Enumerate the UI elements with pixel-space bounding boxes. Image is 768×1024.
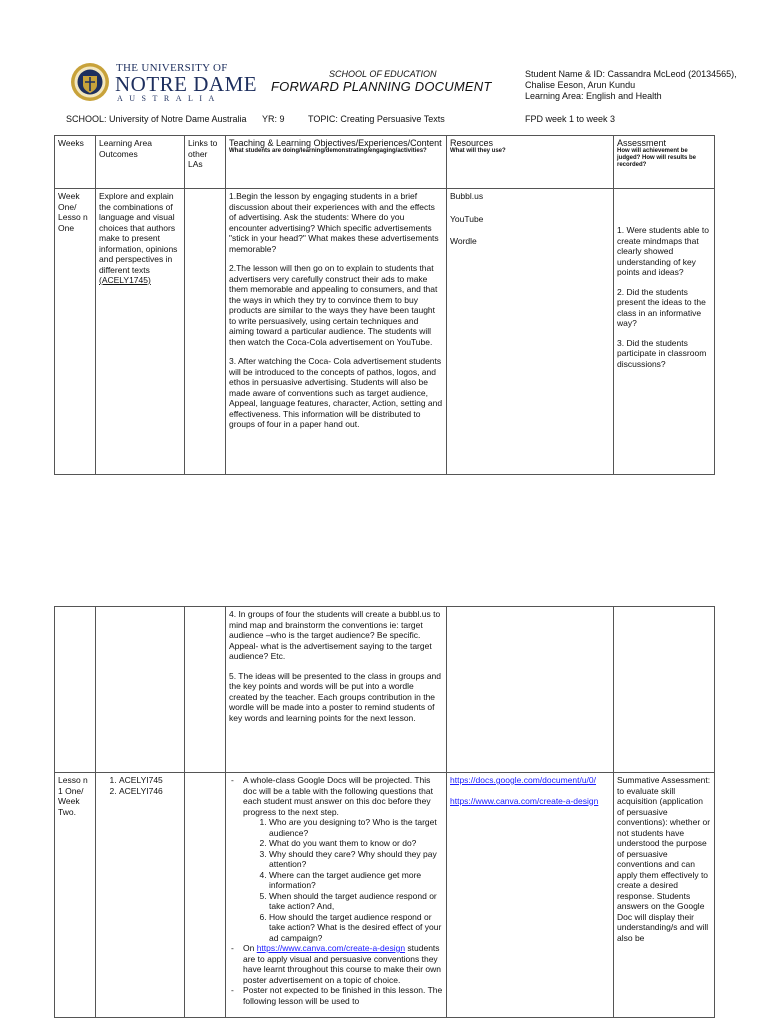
table-header-row — [55, 136, 715, 189]
learning-area-line: Learning Area: English and Health — [525, 91, 662, 101]
assessment-question-3: 3. Did the students participate in classroom discussions? — [617, 337, 707, 369]
teaching-cell — [226, 773, 447, 1018]
planning-table-2 — [54, 606, 715, 1018]
week-cell: Week One/ Lesso n One — [55, 189, 96, 475]
list-item: 3. Why should they care? Why should they pay attention? — [269, 849, 443, 870]
resources-header — [447, 136, 614, 189]
assessment-header-subtitle: How will achievement be judged? How will results be recorded? — [617, 148, 697, 168]
document-title: FORWARD PLANNING DOCUMENT — [271, 79, 492, 94]
canva-link[interactable]: https://www.canva.com/create-a-design — [256, 943, 406, 953]
logo-line-3: AUSTRALIA — [117, 94, 221, 103]
table-row — [55, 607, 715, 773]
assessment-cell: Summative Assessment: to evaluate skill acquisition (application of persuasive conventions): whether or not students have understood the purpose of persuasive conventions and can apply them effectively to create a desired response. Students answers on the Google Doc will display their understanding/s and will also be — [614, 773, 715, 1018]
list-item: 2. ACELYI746 — [119, 786, 181, 797]
year-label: YR: 9 — [262, 114, 285, 124]
teaching-header-title: Teaching & Learning Objectives/Experiences/Content — [229, 138, 442, 148]
teaching-cell — [226, 607, 447, 773]
outcomes-header: Learning Area Outcomes — [96, 136, 185, 189]
list-item: - Poster not expected to be finished in this lesson. The following lesson will be used to — [243, 985, 443, 1006]
google-docs-intro: A whole-class Google Docs will be projected. This doc will be a table with the following questions that each student must answer on this doc before they progress to the next step. — [243, 775, 433, 817]
student-name-line-2: Chalise Eeson, Arun Kundu — [525, 80, 636, 90]
resources-cell — [447, 607, 614, 773]
logo-line-2: NOTRE DAME — [115, 72, 258, 96]
teaching-header — [226, 136, 447, 189]
assessment-question-2: 2. Did the students present the ideas to the class in an informative way? — [617, 286, 706, 328]
table-row — [55, 189, 715, 475]
week-cell — [55, 607, 96, 773]
teaching-header-subtitle: What students are doing/learning/demonstrating/engaging/activities? — [229, 148, 427, 154]
resources-header-subtitle: What will they use? — [450, 148, 506, 154]
outcome-cell — [96, 189, 185, 475]
google-docs-link[interactable]: https://docs.google.com/document/u/0/ — [450, 775, 597, 785]
school-label: SCHOOL: University of Notre Dame Australia — [66, 114, 247, 124]
teaching-step-4: 4. In groups of four the students will create a bubbl.us to mind map and brainstorm the conventions ie: target audience –who is the target audience? Be specific. Appeal- what is the advertisement saying to the target audience? Etc. — [229, 609, 441, 661]
teaching-step-2: 2.The lesson will then go on to explain to students that advertisers very carefully construct their ads to make them memorable and appealing to consumers, and that the ways in which they try to convince them to buy products are similar to the ways they have been taught to write persuasively, using certain techniques and aiming toward a particular audience. The students will then watch the Coca-Cola advertisement on YouTube. — [229, 263, 438, 347]
university-crest-icon — [70, 62, 110, 102]
outcome-text: Explore and explain the combinations of language and visual choices that authors make to present information, opinions and perspectives in different texts — [99, 191, 178, 275]
list-item: 5. When should the target audience respond or take action? And, — [269, 891, 443, 912]
assessment-cell — [614, 607, 715, 773]
logo-line-1: THE UNIVERSITY OF — [116, 62, 228, 74]
assessment-header — [614, 136, 715, 189]
resources-header-title: Resources — [450, 138, 494, 148]
teaching-step-3: 3. After watching the Coca- Cola advertisement students will be introduced to the concepts of pathos, logos, and ethos in persuasive advertising. Students will also be made aware of conventions such as target audience, Appeal, language features, character, Action, setting and effectiveness. This information will be distributed to groups of four in a paper hand out. — [229, 356, 443, 429]
list-item: 4. Where can the target audience get more information? — [269, 870, 443, 891]
planning-table-1 — [54, 135, 715, 475]
table-row — [55, 773, 715, 1018]
resources-cell — [447, 773, 614, 1018]
week-cell: Lesso n 1 One/ Week Two. — [55, 773, 96, 1018]
teaching-step-1: 1.Begin the lesson by engaging students in a brief discussion about their experiences with and the effects of advertising. Ask the students: Where do you encounter advertising? Which specific advertisements "stick in your head?" What makes these advertisements memorable? — [229, 191, 439, 254]
outcome-list — [99, 775, 181, 796]
list-item: 1. ACELYI745 — [119, 775, 181, 786]
teaching-step-5: 5. The ideas will be presented to the class in groups and the key points and words will be put into a wordle created by the teacher. Each groups contribution in the wordle will be made into a poster to remind students of key words and learning points for the next lesson. — [229, 670, 442, 723]
assessment-cell — [614, 189, 715, 475]
resource-bubblus: Bubbl.us — [450, 191, 484, 201]
resources-cell — [447, 189, 614, 475]
weeks-header: Weeks — [55, 136, 96, 189]
links-cell — [185, 189, 226, 475]
school-of-education-label: SCHOOL OF EDUCATION — [329, 69, 437, 79]
list-item — [243, 775, 443, 943]
outcome-code: (ACELY1745) — [99, 275, 151, 285]
canva-prefix: On — [243, 943, 257, 953]
assessment-question-1: 1. Were students able to create mindmaps that clearly showed understanding of key points and ideas? — [617, 225, 709, 277]
list-item: 1. Who are you designing to? Who is the target audience? — [269, 817, 443, 838]
canva-instructions: students are to apply visual and persuasive conventions they have learnt throughout this course to make their own poster advertisement on a topic of choice. — [243, 943, 441, 985]
links-cell — [185, 773, 226, 1018]
university-logo — [70, 62, 258, 106]
teaching-cell — [226, 189, 447, 475]
teaching-bullets — [229, 775, 443, 1006]
question-list — [243, 817, 443, 943]
canva-resource-link[interactable]: https://www.canva.com/create-a-design — [450, 795, 599, 806]
links-header: Links to other LAs — [185, 136, 226, 189]
resource-wordle: Wordle — [450, 236, 477, 246]
topic-label: TOPIC: Creating Persuasive Texts — [308, 114, 445, 124]
outcome-cell — [96, 773, 185, 1018]
list-item: 2. What do you want them to know or do? — [269, 838, 443, 849]
links-cell — [185, 607, 226, 773]
student-name-line: Student Name & ID: Cassandra McLeod (20134565), — [525, 69, 737, 79]
outcome-cell — [96, 607, 185, 773]
student-info — [525, 69, 737, 102]
resource-youtube: YouTube — [450, 213, 484, 224]
list-item — [243, 943, 443, 985]
fpd-weeks-label: FPD week 1 to week 3 — [525, 114, 616, 124]
assessment-header-title: Assessment — [617, 138, 667, 148]
list-item: 6. How should the target audience respond or take action? What is the desired effect of your ad campaign? — [269, 912, 443, 944]
